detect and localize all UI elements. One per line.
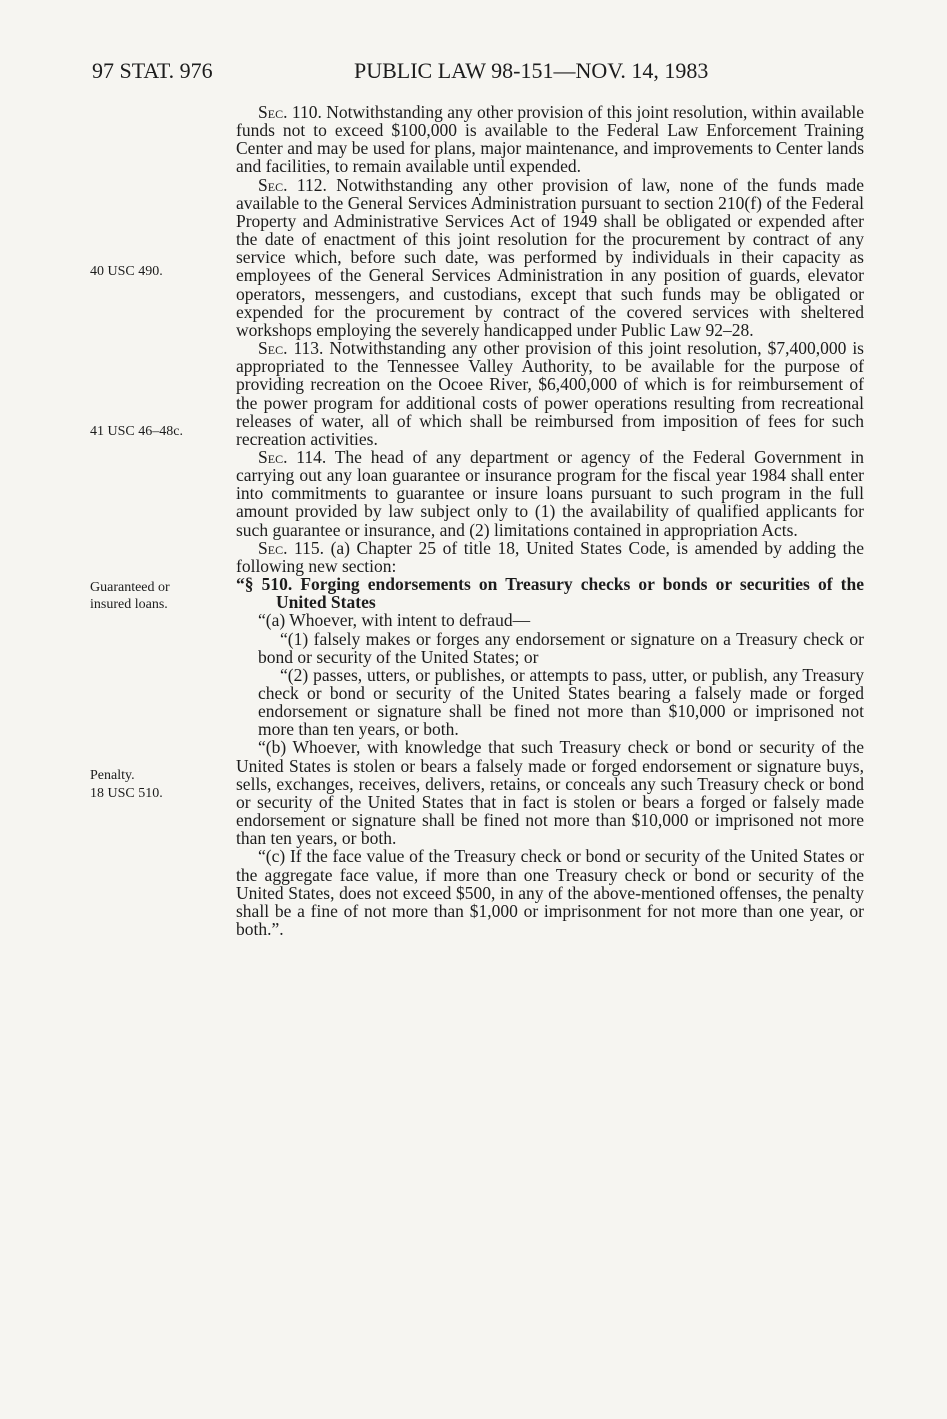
section-110: Sec. 110. Notwithstanding any other provision of this joint resolution, within available funds not to exceed $100,000 is available to the Federal Law Enforcement Training Center and may be used for plans, major maintenance, and improvements to Center lands and facilities, to remain available until expended. bbox=[236, 102, 865, 177]
margin-note-guaranteed-loans: Guaranteed or insured loans. bbox=[90, 580, 170, 612]
section-label: Sec. bbox=[258, 537, 288, 558]
section-label: Sec. bbox=[258, 102, 288, 122]
margin-note-41-usc: 41 USC 46–48c. bbox=[90, 424, 183, 439]
section-113: Sec. 113. Notwithstanding any other provision of this joint resolution, $7,400,000 is appropriated to the Tennessee Valley Authority, to be available for the purpose of providing recreation on the Ocoee River, $6,400,000 of which is for reimbursement of the power program for additional costs of power operations resulting from recreational releases of water, all of which shall be reimbursed from imposition of fees for such recreation activities. bbox=[236, 338, 864, 449]
section-115: Sec. 115. (a) Chapter 25 of title 18, United States Code, is amended by adding the following new section: bbox=[236, 537, 865, 576]
section-114: Sec. 114. The head of any department or agency of the Federal Government in carrying out any loan guarantee or insurance program for the fiscal year 1984 shall enter into commitments to guarantee or insure loans pursuant to such program in the full amount provided by law subject only to (1) the availability of qualified applicants for such guarantee or insurance, and (2) limitations contained in appropriation Acts. bbox=[236, 446, 865, 540]
running-header bbox=[92, 58, 887, 88]
section-label: Sec. bbox=[258, 174, 288, 195]
margin-note-40-usc: 40 USC 490. bbox=[90, 264, 163, 279]
body-text bbox=[236, 103, 864, 938]
section-112: Sec. 112. Notwithstanding any other provision of law, none of the funds made available to the General Services Administration pursuant to section 210(f) of the Federal Property and Administrative Services Act of 1949 shall be obligated or expended after the date of enactment of this joint resolution for the procurement by contract of any service which, before such date, was performed by individuals in their capacity as employees of the General Services Administration in any position of guards, elevator operators, messengers, and custodians, except that such funds may be obligated or expended for the procurement by contract of the covered services with sheltered workshops employing the severely handicapped under Public Law 92–28. bbox=[236, 174, 865, 340]
subsection-c: “(c) If the face value of the Treasury check or bond or security of the United States or the aggregate face value, if more than one Treasury check or bond or security of the United States, does not exceed $500, in any of the above-mentioned offenses, the penalty shall be a fine of not more than $1,000 or imprisonment for not more than one year, or both.”. bbox=[236, 846, 864, 940]
section-heading-510: “§ 510. Forging endorsements on Treasury checks or bonds or securities of the United States bbox=[236, 574, 864, 613]
paragraph-a1: “(1) falsely makes or forges any endorsement or signature on a Treasury check or bond or security of the United States; or bbox=[258, 628, 864, 667]
subsection-b: “(b) Whoever, with knowledge that such Treasury check or bond or security of the United States is stolen or bears a falsely made or forged endorsement or signature buys, sells, exchanges, receives, delivers, retains, or conceals any such Treasury check or bond or security of the United States that in fact is stolen or bears a forged or falsely made endorsement or signature shall be fined not more than $10,000 or imprisoned not more than ten years, or both. bbox=[236, 737, 864, 849]
paragraph-a2: “(2) passes, utters, or publishes, or attempts to pass, utter, or publish, any Treasury check or bond or security of the United States bearing a falsely made or forged endorsement or signature shall be fined not more than $10,000 or imprisoned not more than ten years, or both. bbox=[258, 664, 864, 740]
margin-note-penalty: Penalty. bbox=[90, 768, 135, 783]
law-title: PUBLIC LAW 98-151—NOV. 14, 1983 bbox=[354, 58, 709, 83]
margin-note-18-usc: 18 USC 510. bbox=[90, 786, 163, 801]
section-label: Sec. bbox=[258, 338, 288, 359]
subsection-a-intro: “(a) Whoever, with intent to defraud— bbox=[258, 610, 531, 631]
section-label: Sec. bbox=[258, 446, 288, 467]
stat-reference: 97 STAT. 976 bbox=[92, 58, 213, 83]
